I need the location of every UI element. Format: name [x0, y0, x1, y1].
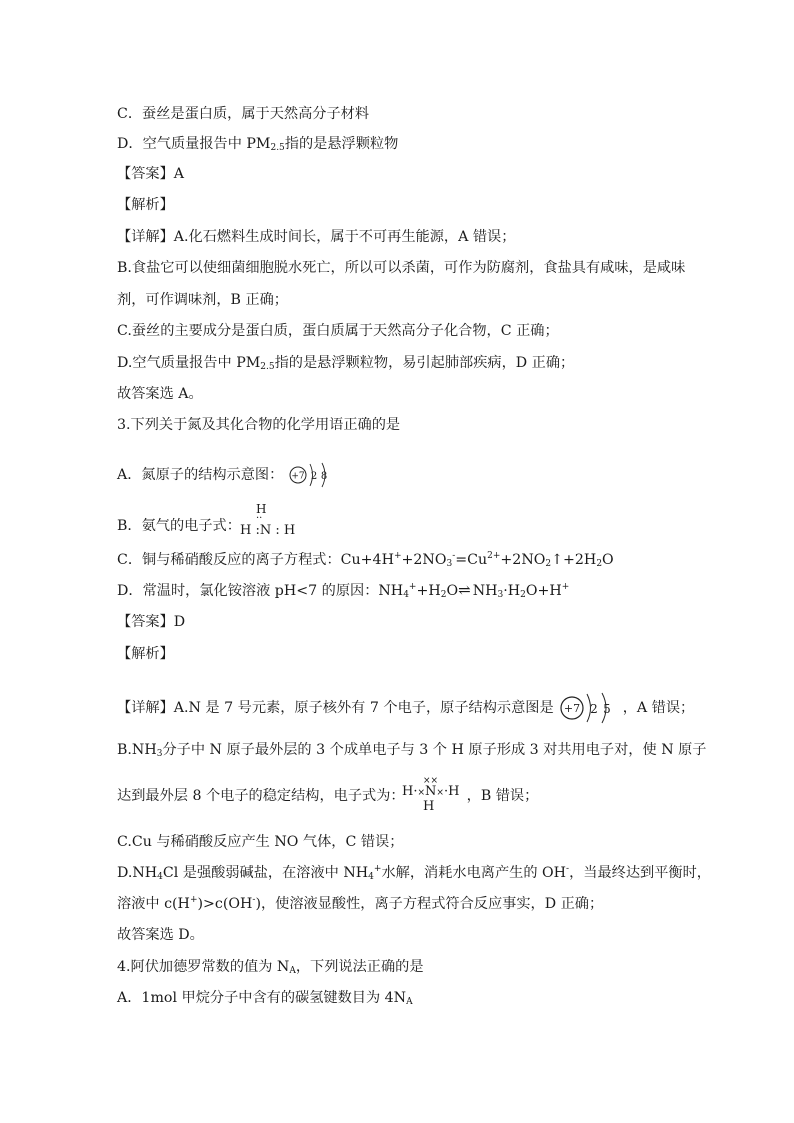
q3-option-c: C．铜与稀硝酸反应的离子方程式：$Cu+4H^++2NO_3^-=Cu^{2+}+2NO_2↑+2H_2O$: [117, 551, 614, 569]
q3-detail-d-line1: $D.NH_4Cl$ 是强酸弱碱盐，在溶液中 $NH_4^+$水解，消耗水电离产生的 OH-，当最终达到平衡时，: [117, 864, 711, 882]
detail-a: 【详解】A.化石燃料生成时间长，属于不可再生能源，A 错误；: [117, 229, 516, 245]
answer-label-3: 【答案】D: [117, 614, 186, 630]
wrong-shell-1: 2: [310, 471, 318, 482]
q3-detail-c: C.Cu 与稀硝酸反应产生 NO 气体，C 错误；: [117, 834, 404, 850]
detail-c: C.蚕丝的主要成分是蛋白质，蛋白质属于天然高分子化合物，C 正确；: [117, 323, 559, 339]
detail-d: D.空气质量报告中 $PM_{2.5}$指的是悬浮颗粒物，易引起肺部疾病，D 正确；: [117, 355, 575, 372]
lewis-wrong-top-dots: ··: [256, 513, 263, 524]
wrong-nucleus: +7: [291, 471, 305, 482]
q3-detail-a: 【详解】A.N 是 7 号元素，原子核外有 7 个电子，原子结构示意图是 +7 2 5 ，A 错误；: [117, 690, 694, 716]
correct-nucleus: +7: [564, 702, 581, 715]
nitrogen-atom-wrong-diagram: [288, 460, 334, 490]
question-4: 4.阿伏加德罗常数的值为 $N_A$，下列说法正确的是: [117, 959, 424, 976]
q3-option-d: D．常温时，氯化铵溶液 pH<7 的原因：$NH_4^++H_2O\rightleftharpoons NH_3\cdot H_2O+H^+$: [117, 581, 570, 600]
detail-b-line1: B.食盐它可以使细菌细胞脱水死亡，所以可以杀菌，可作为防腐剂，食盐具有咸味，是咸味: [117, 260, 686, 276]
detail-b-line2: 剂，可作调味剂，B 正确；: [117, 292, 288, 308]
q3-option-a: A．氮原子的结构示意图： +7 2 8: [117, 460, 334, 484]
lewis-correct-bottom-h: H: [423, 799, 435, 814]
q4-option-a: A．1mol 甲烷分子中含有的碳氢键数目为 $4N_A$: [117, 990, 413, 1007]
wrong-shell-2: 8: [320, 471, 328, 482]
selection-a: 故答案选 A。: [117, 386, 203, 402]
analysis-label: 【解析】: [117, 197, 174, 213]
answer-label: 【答案】A: [117, 166, 184, 182]
q3-option-b: B．氨气的电子式：: [117, 518, 241, 534]
nitrogen-atom-correct-diagram: [558, 690, 618, 726]
q3-detail-d-line2: 溶液中 c(H+)>c(OH-)，使溶液显酸性，离子方程式符合反应事实，D 正确；: [117, 895, 604, 912]
equilibrium-arrow: ⇌: [458, 581, 473, 599]
q3-detail-b-line2: 达到最外层 8 个电子的稳定结构，电子式为： ，B 错误；: [117, 788, 539, 804]
correct-shell-2: 5: [603, 702, 611, 716]
correct-shell-1: 2: [590, 702, 598, 716]
question-3: 3.下列关于氮及其化合物的化学用语正确的是: [117, 417, 401, 433]
q3-detail-b-line1: $B.NH_3$分子中 N 原子最外层的 3 个成单电子与 3 个 H 原子形成 3 对共用电子对，使 N 原子: [117, 742, 707, 759]
lewis-wrong-row: H :N : H: [240, 523, 296, 538]
analysis-label-3: 【解析】: [117, 646, 174, 662]
lewis-correct-top-x: ××: [423, 776, 439, 786]
lewis-correct-row: H·×N×·H: [402, 784, 460, 799]
lewis-wrong-top-h: H: [256, 502, 267, 516]
option-c: C．蚕丝是蛋白质，属于天然高分子材料: [117, 106, 370, 122]
option-d: D．空气质量报告中 $PM_{2.5}$指的是悬浮颗粒物: [117, 136, 399, 153]
selection-d: 故答案选 D。: [117, 927, 204, 943]
